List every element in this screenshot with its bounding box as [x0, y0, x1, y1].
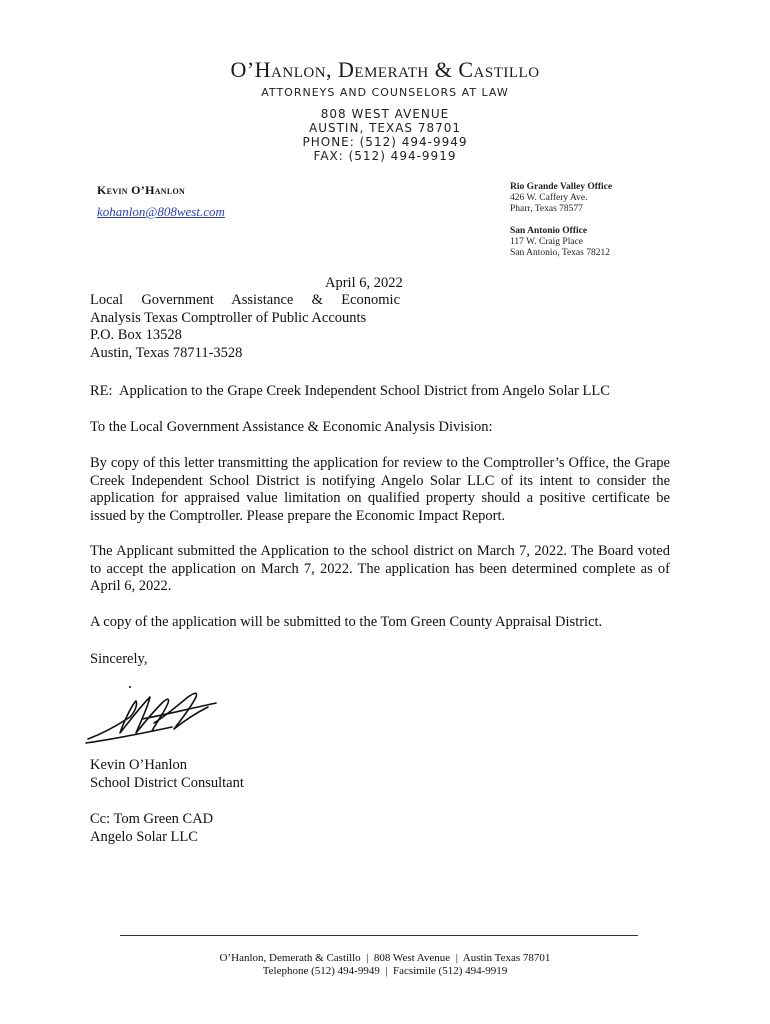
firm-address — [0, 107, 770, 163]
office-address-line: Pharr, Texas 78577 — [510, 204, 583, 214]
footer-divider — [120, 935, 638, 936]
firm-address-line: 808 WEST AVENUE — [320, 107, 450, 121]
recipient-line: Analysis Texas Comptroller of Public Accounts — [90, 309, 367, 326]
signer-title: School District Consultant — [90, 774, 244, 791]
signature-image — [84, 683, 234, 747]
cc-line: Angelo Solar LLC — [90, 828, 198, 845]
firm-fax: FAX: (512) 494-9919 — [313, 149, 457, 163]
footer-line: Telephone (512) 494-9949 | Facsimile (512) 494-9919 — [262, 965, 508, 977]
signer-block — [90, 757, 244, 792]
signer-name: Kevin O’Hanlon — [90, 757, 188, 773]
cc-block — [90, 811, 213, 846]
letter-date: April 6, 2022 — [325, 275, 403, 291]
firm-tagline: ATTORNEYS AND COUNSELORS AT LAW — [261, 86, 509, 99]
salutation: To the Local Government Assistance & Economic Analysis Division: — [90, 419, 493, 435]
office-address-line: San Antonio, Texas 78212 — [510, 248, 610, 258]
office-title: San Antonio Office — [510, 226, 588, 236]
recipient-line: Local Government Assistance & Economic — [90, 292, 400, 308]
firm-name: O’Hanlon, Demerath & Castillo — [230, 57, 540, 82]
recipient-line: Austin, Texas 78711-3528 — [90, 344, 243, 361]
closing: Sincerely, — [90, 651, 148, 667]
office-address-line: 117 W. Craig Place — [510, 237, 583, 247]
cc-line: Cc: Tom Green CAD — [90, 811, 214, 827]
re-line: RE: Application to the Grape Creek Independent School District from Angelo Solar LLC — [90, 383, 610, 399]
paragraph-status: The Applicant submitted the Application to the school district on March 7, 2022. The Board voted to accept the application on March 7, 2022. The application has been determined complete as of April 6, 2022. — [90, 543, 670, 594]
attorney-email-link[interactable]: kohanlon@808west.com — [97, 204, 225, 219]
paragraph-notice: By copy of this letter transmitting the application for review to the Comptroller’s Office, the Grape Creek Independent School District is notifying Angelo Solar LLC of its intent to consider the application for appraised value limitation on qualified property should a positive certificate be issued by the Comptroller. Please prepare the Economic Impact Report. — [90, 455, 670, 524]
paragraph-appraisal: A copy of the application will be submitted to the Tom Green County Appraisal District. — [90, 614, 603, 630]
office-rio-grande-valley — [510, 182, 612, 215]
office-title: Rio Grande Valley Office — [510, 182, 613, 192]
recipient-address — [90, 292, 400, 362]
firm-address-line: AUSTIN, TEXAS 78701 — [308, 121, 462, 135]
footer — [0, 952, 770, 978]
office-san-antonio — [510, 226, 610, 259]
office-address-line: 426 W. Caffery Ave. — [510, 193, 588, 203]
attorney-name: Kevin O’Hanlon — [97, 183, 186, 197]
footer-line: O’Hanlon, Demerath & Castillo | 808 West Avenue | Austin Texas 78701 — [219, 952, 551, 964]
firm-phone: PHONE: (512) 494-9949 — [302, 135, 468, 149]
recipient-line: P.O. Box 13528 — [90, 327, 182, 343]
